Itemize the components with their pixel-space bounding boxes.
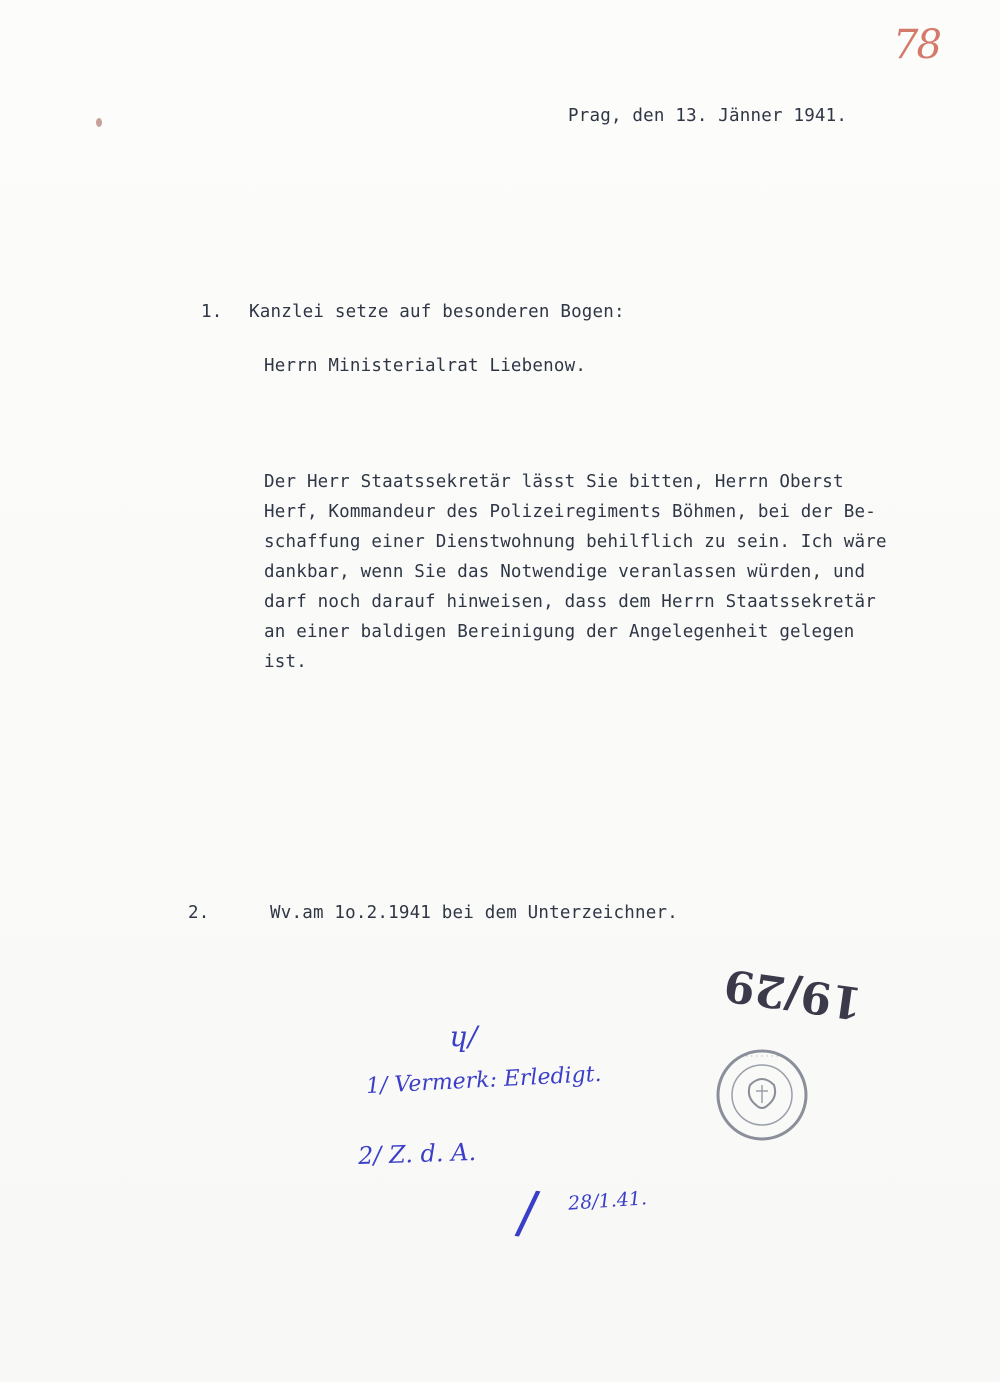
stamp-number: 19/29 [721, 958, 866, 1029]
handwritten-date: 28/1.41. [567, 1187, 648, 1215]
punch-mark [96, 118, 102, 127]
item1-text: Kanzlei setze auf besonderen Bogen: [249, 302, 625, 322]
body-line: schaffung einer Dienstwohnung behilflich zu sein. Ich wäre [264, 532, 887, 552]
handwritten-note-2: 2/ Z. d. A. [357, 1137, 477, 1171]
body-line: Herf, Kommandeur des Polizeiregiments Böhmen, bei der Be- [264, 502, 876, 522]
folio-number: 78 [893, 22, 940, 68]
official-seal-icon [712, 1045, 812, 1145]
svg-text:· · · · · · ·: · · · · · · · [745, 1052, 779, 1061]
handwritten-mark: ɥ/ [450, 1020, 478, 1053]
dateline: Prag, den 13. Jänner 1941. [568, 106, 848, 126]
addressee: Herrn Ministerialrat Liebenow. [264, 356, 587, 376]
body-line: Der Herr Staatssekretär lässt Sie bitten, Herrn Oberst [264, 472, 844, 492]
body-line: dankbar, wenn Sie das Notwendige veranlassen würden, und [264, 562, 866, 582]
body-line: darf noch darauf hinweisen, dass dem Herrn Staatssekretär [264, 592, 876, 612]
item2-number: 2. [188, 903, 210, 923]
item2-text: Wv.am 1o.2.1941 bei dem Unterzeichner. [270, 903, 678, 923]
body-line: an einer baldigen Bereinigung der Angelegenheit gelegen [264, 622, 855, 642]
handwritten-note-1: 1/ Vermerk: Erledigt. [365, 1061, 603, 1100]
handwritten-signature-stroke: / [513, 1176, 543, 1248]
item1-number: 1. [201, 302, 223, 322]
body-line: ist. [264, 652, 307, 672]
